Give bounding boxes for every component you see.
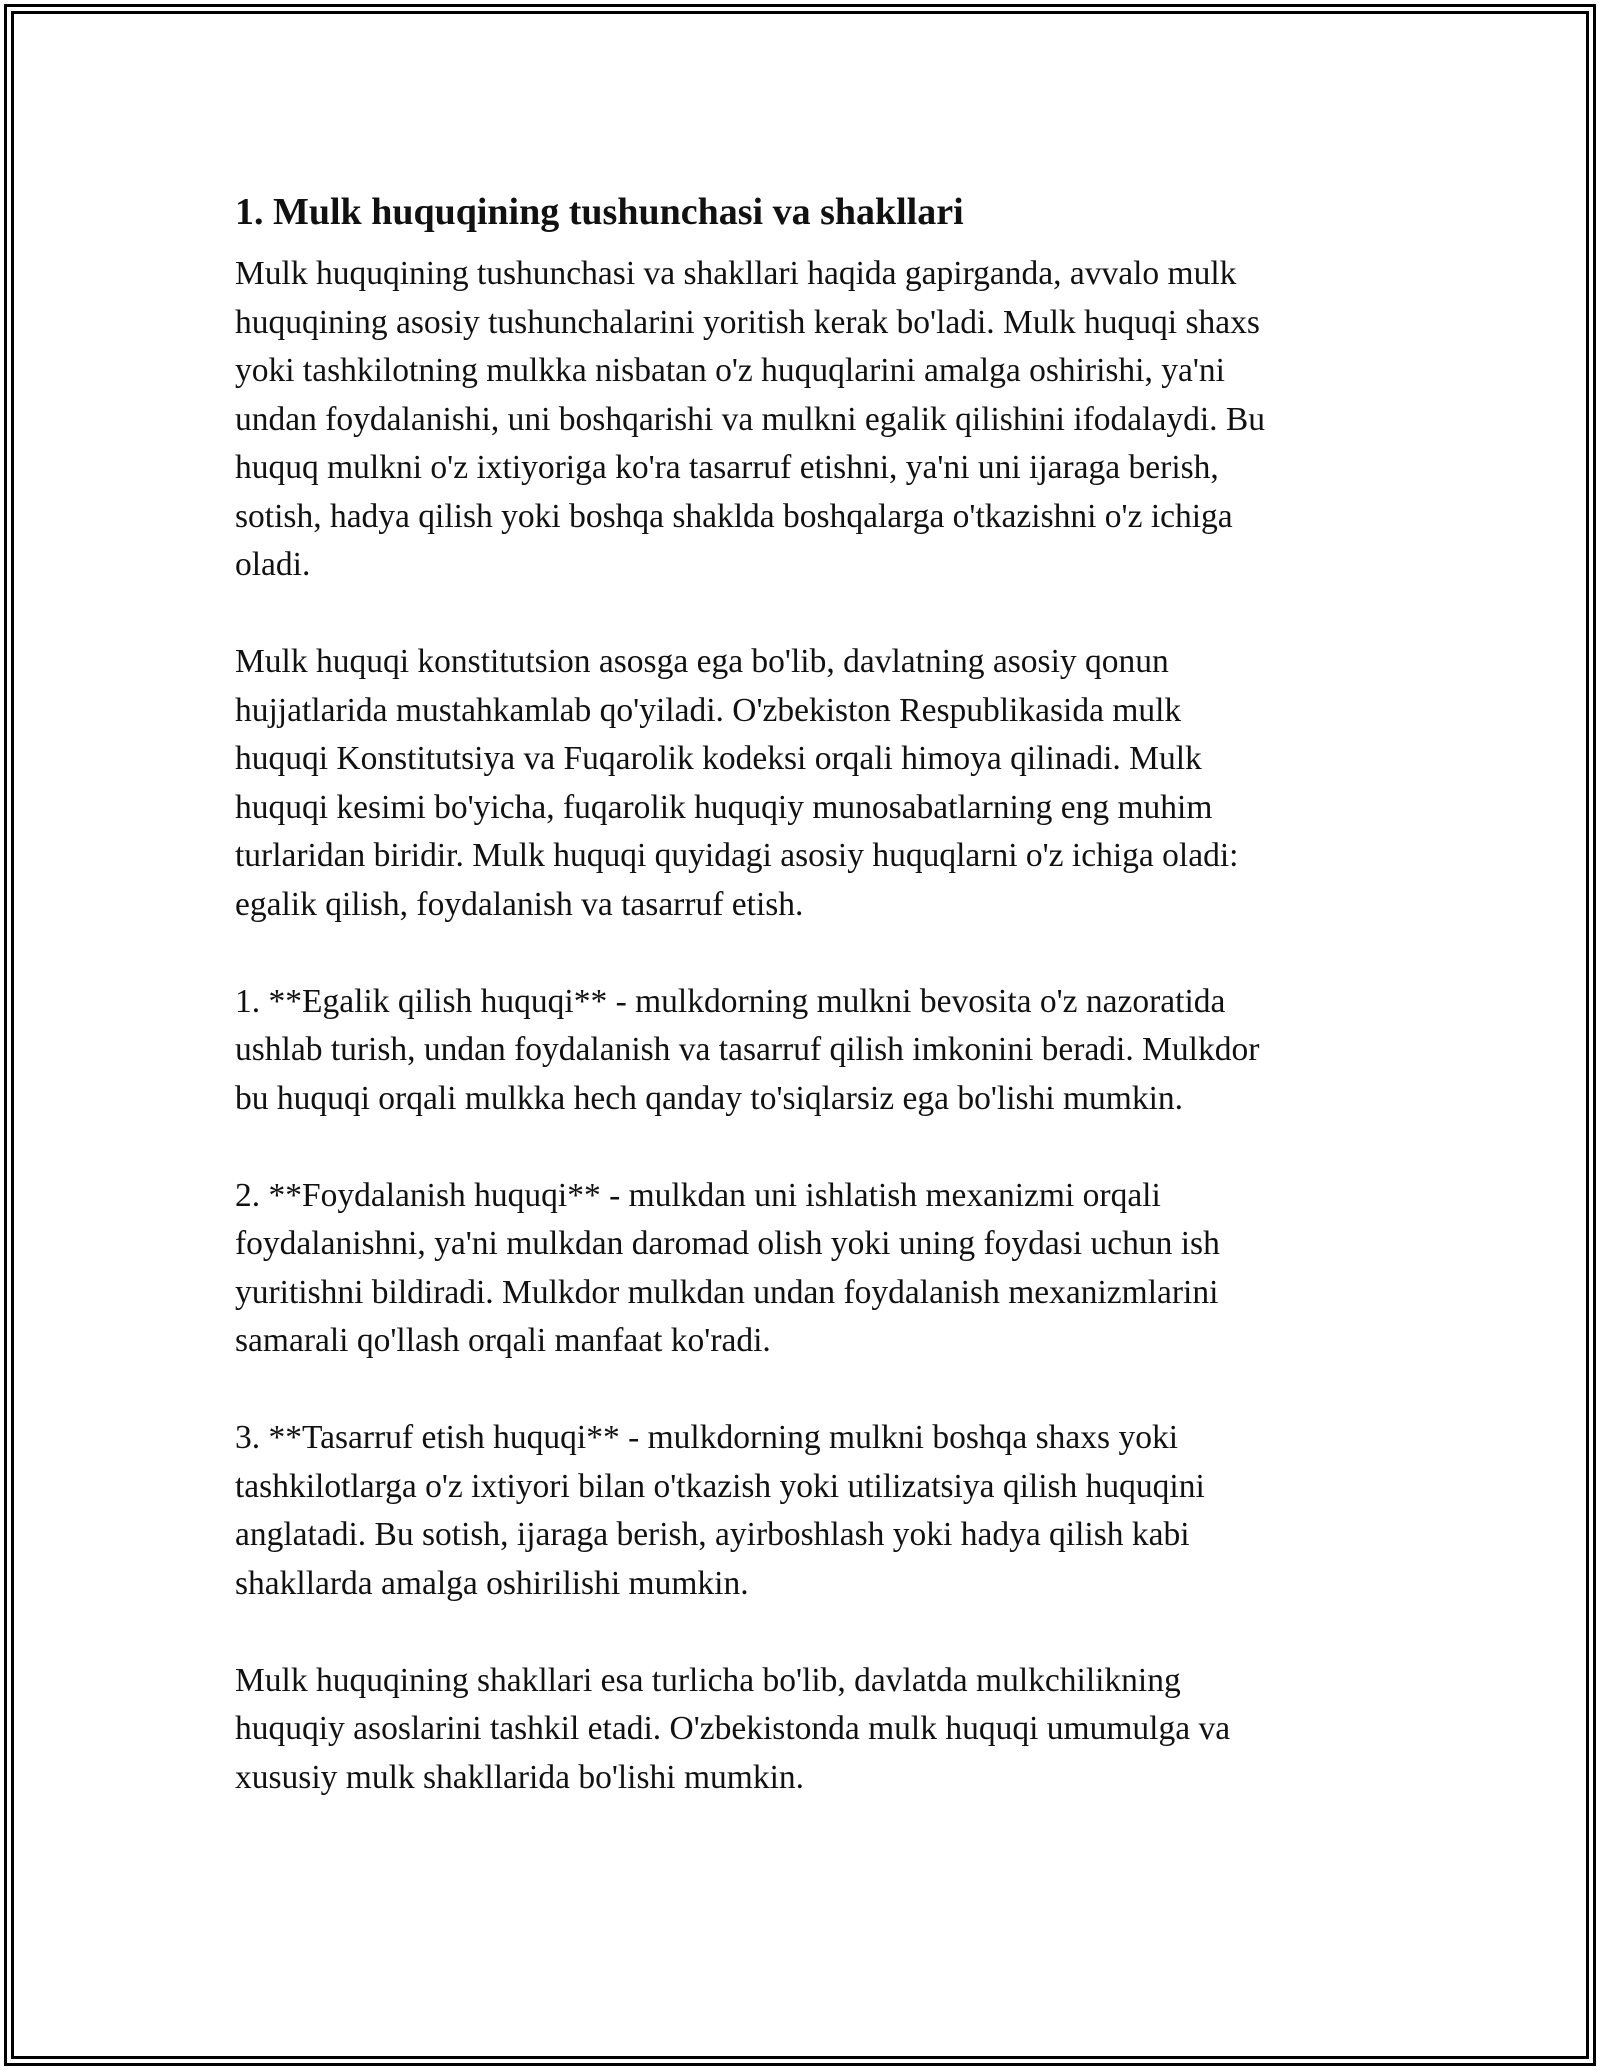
paragraph-use-right: 2. **Foydalanish huquqi** - mulkdan uni ishlatish mexanizmi orqali foydalanishni, ya'ni mulkdan daromad olish yoki uning foydasi uchun ish yuritishni bildiradi. Mulkdor mulkdan undan foydalanish mexanizmlarini samarali qo'llash orqali manfaat ko'radi. (235, 1176, 1220, 1359)
paragraph-intro: Mulk huquqining tushunchasi va shakllari haqida gapirganda, avvalo mulk huquqining asosiy tushunchalarini yoritish kerak bo'ladi. Mulk huquqi shaxs yoki tashkilotning mulkka nisbatan o'z huquqlarini amalga oshirishi, ya'ni undan foydalanishi, uni boshqarishi va mulkni egalik qilishini ifodalaydi. Bu huquq mulkni o'z ixtiyoriga ko'ra tasarruf etishni, ya'ni uni ijaraga berish, sotish, hadya qilish yoki boshqa shaklda boshqalarga o'tkazishni o'z ichiga oladi. (235, 255, 1265, 583)
document-body (235, 186, 1365, 1851)
paragraph-disposal-right: 3. **Tasarruf etish huquqi** - mulkdorning mulkni boshqa shaxs yoki tashkilotlarga o'z ixtiyori bilan o'tkazish yoki utilizatsiya qilish huquqini anglatadi. Bu sotish, ijaraga berish, ayirboshlash yoki hadya qilish kabi shakllarda amalga oshirilishi mumkin. (235, 1419, 1205, 1602)
paragraph-constitutional-basis: Mulk huquqi konstitutsion asosga ega bo'lib, davlatning asosiy qonun hujjatlarida mustahkamlab qo'yiladi. O'zbekiston Respublikasida mulk huquqi Konstitutsiya va Fuqarolik kodeksi orqali himoya qilinadi. Mulk huquqi kesimi bo'yicha, fuqarolik huquqiy munosabatlarning eng muhim turlaridan biridir. Mulk huquqi quyidagi asosiy huquqlarni o'z ichiga oladi: egalik qilish, foydalanish va tasarruf etish. (235, 643, 1239, 923)
paragraph-ownership-right: 1. **Egalik qilish huquqi** - mulkdorning mulkni bevosita o'z nazoratida ushlab turish, undan foydalanish va tasarruf qilish imkonini beradi. Mulkdor bu huquqi orqali mulkka hech qanday to'siqlarsiz ega bo'lishi mumkin. (235, 982, 1260, 1117)
paragraph-forms-of-property: Mulk huquqining shakllari esa turlicha bo'lib, davlatda mulkchilikning huquqiy asoslarini tashkil etadi. O'zbekistonda mulk huquqi umumulga va xususiy mulk shakllarida bo'lishi mumkin. (235, 1661, 1231, 1796)
document-title: 1. Mulk huquqining tushunchasi va shakllari (235, 191, 964, 233)
